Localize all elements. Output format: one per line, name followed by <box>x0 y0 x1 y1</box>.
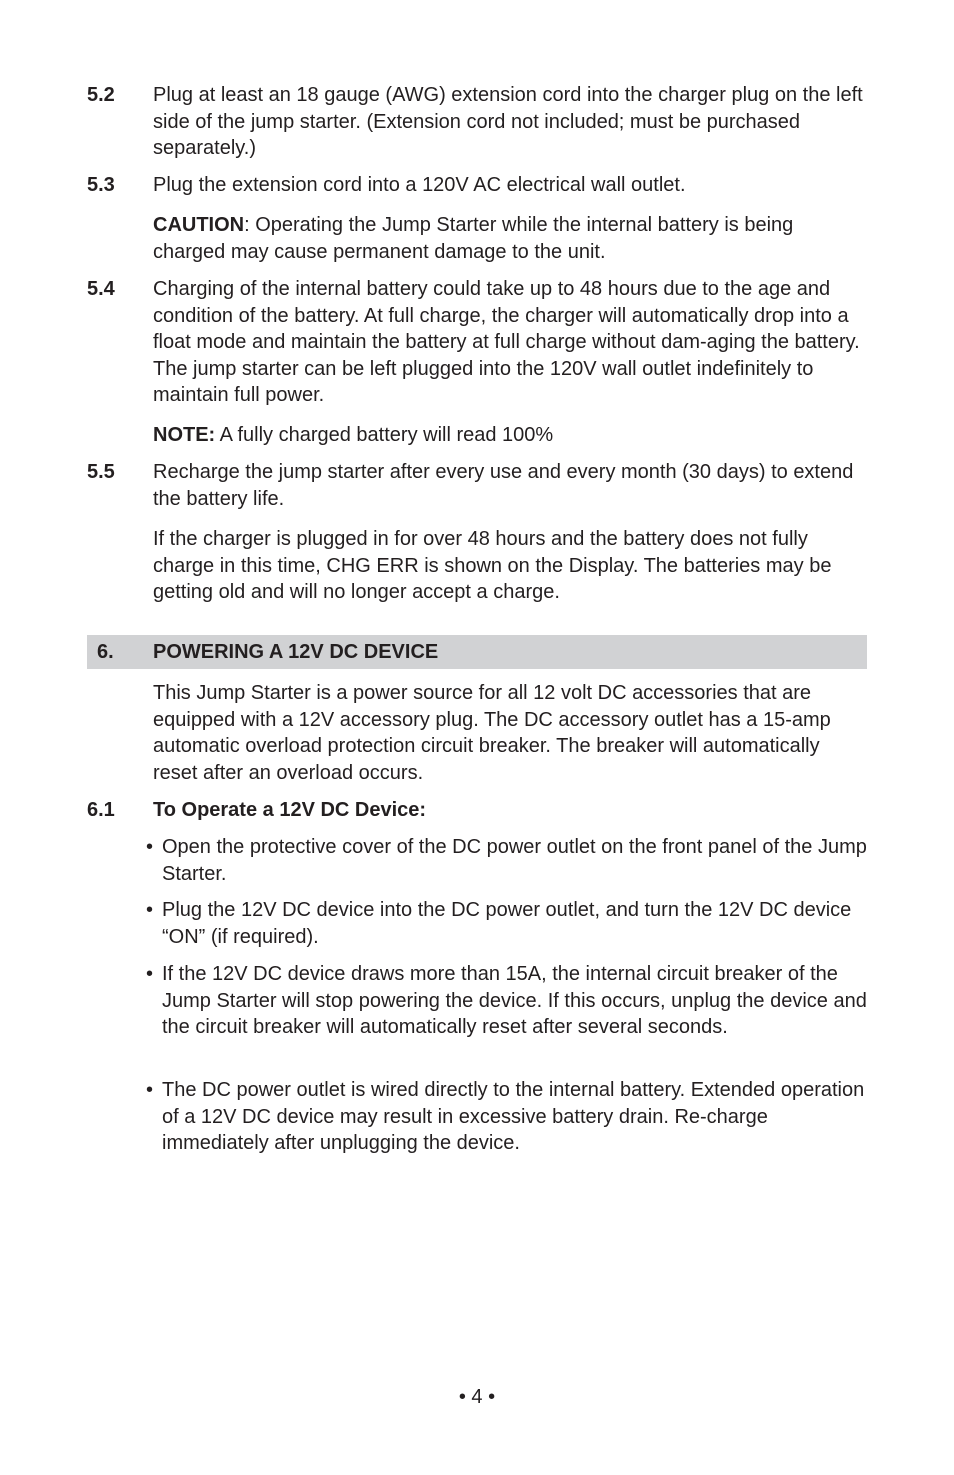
step-text: Plug the extension cord into a 120V AC electrical wall outlet. <box>153 174 686 196</box>
caution-paragraph <box>153 212 867 265</box>
step-number: 5.4 <box>87 278 115 300</box>
section-title: POWERING A 12V DC DEVICE <box>153 641 439 663</box>
bullet-text: Open the protective cover of the DC power outlet on the front panel of the Jump Starter. <box>162 836 867 885</box>
step-text: Charging of the internal battery could take up to 48 hours due to the age and condition of the battery. At full charge, the charger will automatically drop into a float mode and maintain the battery at full charge without dam-aging the battery. The jump starter can be left plugged into the 120V wall outlet indefinitely to maintain full power. <box>153 278 860 406</box>
step-text: Plug at least an 18 gauge (AWG) extension cord into the charger plug on the left side of the jump starter. (Extension cord not included; must be purchased separately.) <box>153 84 863 159</box>
step-number: 5.5 <box>87 461 115 483</box>
bullet-icon: • <box>146 899 154 921</box>
section-number: 6. <box>97 641 114 663</box>
subsection-number: 6.1 <box>87 799 115 821</box>
section-intro: This Jump Starter is a power source for all 12 volt DC accessories that are equipped with a 12V accessory plug. The DC accessory outlet has a 15-amp automatic overload protection circuit breaker. The breaker will automatically reset after an overload occurs. <box>153 682 831 784</box>
step-number: 5.3 <box>87 174 115 196</box>
bullet-text: If the 12V DC device draws more than 15A, the internal circuit breaker of the Jump Starter will stop powering the device. If this occurs, unplug the device and the circuit breaker will automatically reset after several seconds. <box>162 963 867 1038</box>
bullet-text: Plug the 12V DC device into the DC power outlet, and turn the 12V DC device “ON” (if required). <box>162 899 852 948</box>
page-number: • 4 • <box>458 1386 496 1408</box>
step-text: Recharge the jump starter after every use and every month (30 days) to extend the battery life. <box>153 461 854 510</box>
section-header <box>87 635 867 669</box>
subsection-title: To Operate a 12V DC Device: <box>153 799 427 821</box>
note-label: NOTE: <box>153 424 216 446</box>
note-text: A fully charged battery will read 100% <box>215 424 554 446</box>
bullet-icon: • <box>146 1079 154 1101</box>
bullet-text: The DC power outlet is wired directly to the internal battery. Extended operation of a 12V DC device may result in excessive battery drain. Re-charge immediately after unplugging the device. <box>162 1079 865 1154</box>
step-number: 5.2 <box>87 84 115 106</box>
caution-label: CAUTION <box>153 214 245 236</box>
chg-err-paragraph: If the charger is plugged in for over 48 hours and the battery does not fully charge in this time, CHG ERR is shown on the Display. The batteries may be getting old and will no longer accept a charge. <box>153 528 832 603</box>
bullet-icon: • <box>146 963 154 985</box>
note-paragraph <box>153 422 867 449</box>
bullet-icon: • <box>146 836 154 858</box>
caution-text: : Operating the Jump Starter while the internal battery is being charged may cause permanent damage to the unit. <box>153 214 794 263</box>
